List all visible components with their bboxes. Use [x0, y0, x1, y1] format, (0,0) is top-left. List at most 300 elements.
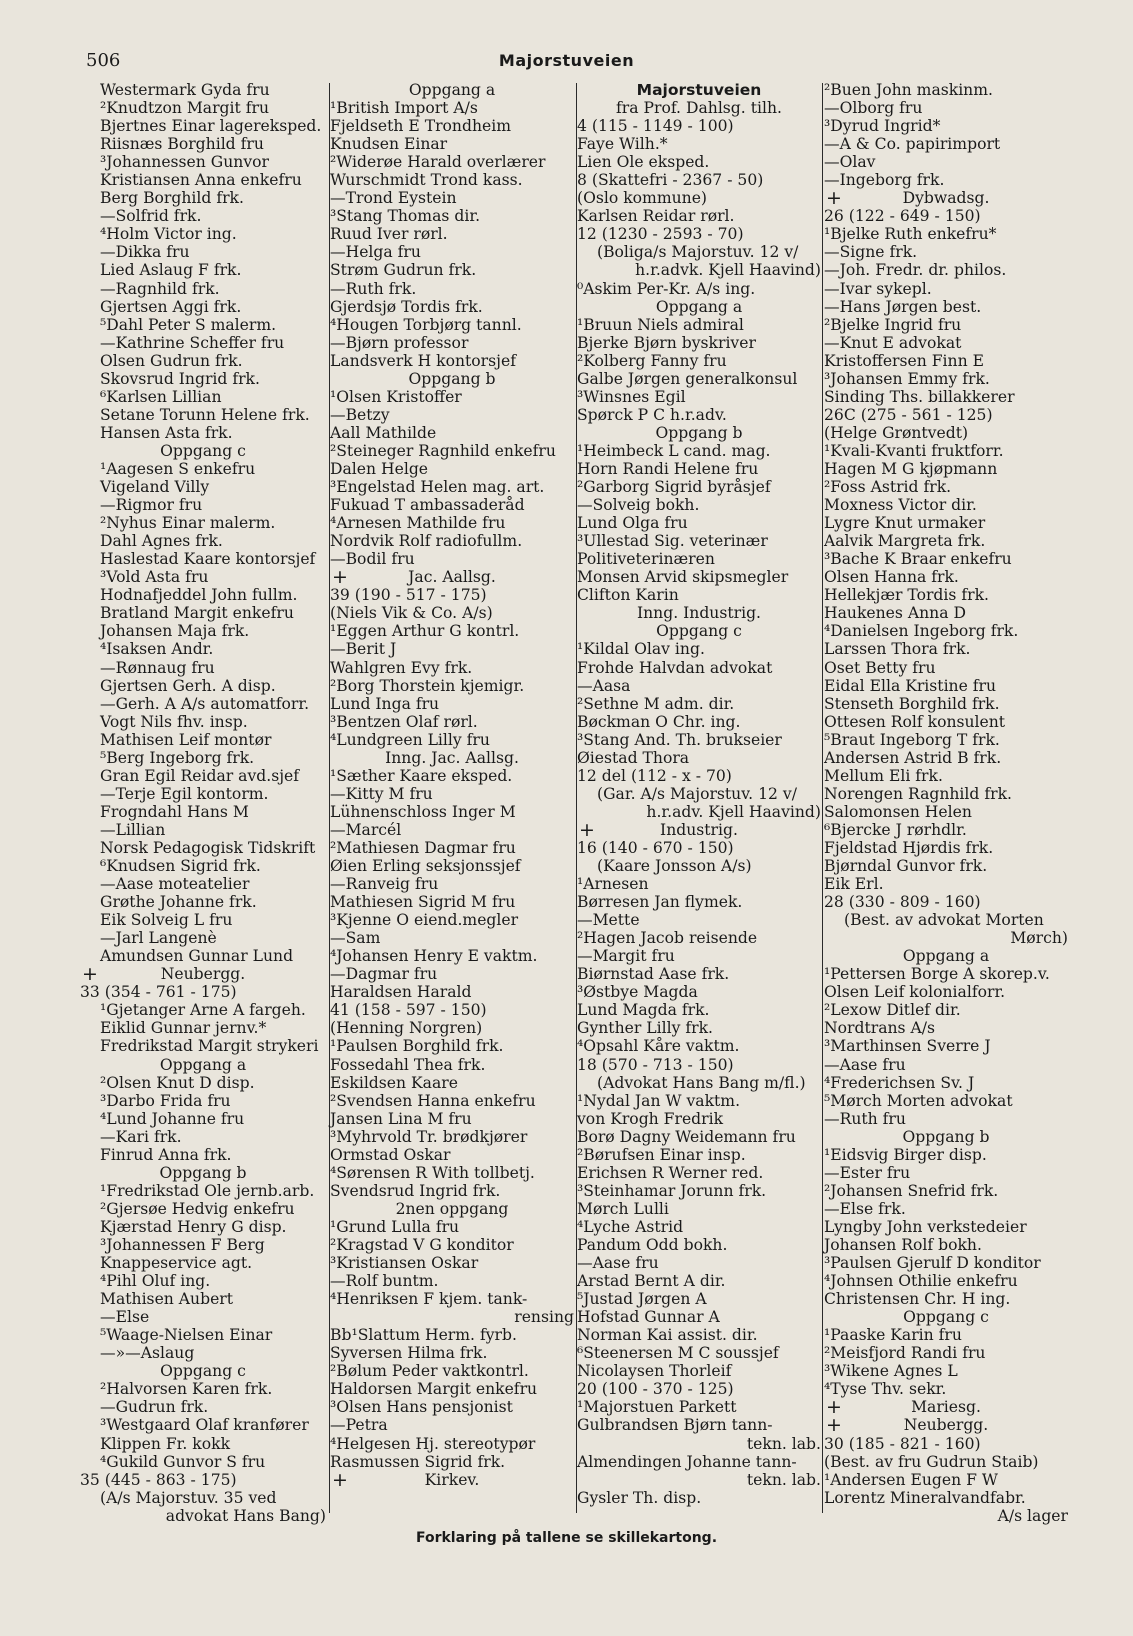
entry-text: —Mette: [577, 911, 640, 930]
directory-entry: [80, 1507, 326, 1525]
directory-entry: [80, 1110, 326, 1128]
entry-text: Westermark Gyda fru: [100, 81, 270, 99]
entry-text: —Hans Jørgen best.: [824, 297, 982, 316]
directory-entry: [577, 496, 821, 514]
directory-entry: [577, 388, 821, 406]
directory-entry: [330, 406, 574, 424]
entry-text: Mariesg.: [911, 1398, 981, 1417]
entry-text: Fredrikstad Margit strykeri: [100, 1037, 319, 1056]
entry-text: ⁶Steenersen M C soussjef: [577, 1344, 779, 1363]
directory-entry: [824, 677, 1068, 695]
entry-text: ⁴Tyse Thv. sekr.: [824, 1380, 947, 1399]
entry-text: Oppgang c: [903, 1308, 989, 1327]
entry-text: Haldorsen Margit enkefru: [330, 1380, 538, 1399]
directory-entry: [330, 929, 574, 947]
entry-text: ³Olsen Hans pensjonist: [330, 1398, 513, 1417]
directory-entry: [80, 1416, 326, 1434]
directory-entry: [577, 1308, 821, 1326]
entry-text: —Else frk.: [824, 1199, 906, 1218]
entry-text: —Ranveig fru: [330, 875, 439, 894]
entry-text: Dybwadsg.: [902, 189, 990, 208]
directory-entry: [80, 893, 326, 911]
entry-text: ³Dyrud Ingrid*: [824, 117, 941, 136]
entry-text: (A/s Majorstuv. 35 ved: [100, 1488, 277, 1507]
section-heading: [330, 749, 574, 767]
entry-text: Arstad Bernt A dir.: [577, 1272, 726, 1291]
entry-text: (Oslo kommune): [577, 189, 708, 208]
directory-column-3: [577, 81, 821, 1511]
directory-entry: [80, 334, 326, 352]
entry-text: Jac. Aallsg.: [408, 568, 496, 587]
entry-text: —Lillian: [100, 820, 166, 839]
directory-entry: [80, 99, 326, 117]
entry-text: Neubergg.: [903, 1416, 989, 1435]
directory-entry: [824, 1326, 1068, 1344]
entry-text: Oppgang a: [902, 947, 990, 966]
entry-text: Bjertnes Einar lagereksped.: [100, 117, 322, 136]
directory-entry: [330, 821, 574, 839]
directory-entry: [577, 261, 821, 279]
directory-entry: [824, 713, 1068, 731]
entry-text: Lygre Knut urmaker: [824, 514, 986, 533]
directory-entry: [80, 460, 326, 478]
directory-entry: [824, 929, 1068, 947]
directory-entry: [577, 532, 821, 550]
directory-entry: [824, 81, 1068, 99]
entry-text: Fukuad T ambassaderåd: [330, 496, 525, 515]
entry-text: ⁵Berg Ingeborg frk.: [100, 748, 255, 767]
entry-text: —Rolf buntm.: [330, 1272, 439, 1291]
directory-column-1: [80, 81, 326, 1525]
directory-entry: [577, 334, 821, 352]
directory-entry: [80, 875, 326, 893]
entry-text: Ottesen Rolf konsulent: [824, 712, 1006, 731]
section-heading: [80, 442, 326, 460]
directory-entry: [577, 1092, 821, 1110]
entry-text: 26C (275 - 561 - 125): [824, 405, 993, 424]
entry-text: —Ester fru: [824, 1163, 911, 1182]
directory-entry: [577, 695, 821, 713]
cross-street-icon: +: [82, 963, 98, 986]
directory-entry: [80, 1290, 326, 1308]
entry-text: Dahl Agnes frk.: [100, 532, 223, 551]
entry-text: ²Gjersøe Hedvig enkefru: [100, 1199, 295, 1218]
directory-entry: [577, 983, 821, 1001]
directory-entry: [80, 532, 326, 550]
directory-entry: [577, 171, 821, 189]
directory-entry: [80, 767, 326, 785]
entry-text: ²Olsen Knut D disp.: [100, 1073, 255, 1092]
section-heading: [330, 1468, 574, 1491]
entry-text: —Knut E advokat: [824, 333, 962, 352]
entry-text: ³Engelstad Helen mag. art.: [330, 478, 545, 497]
entry-text: Pandum Odd bokh.: [577, 1236, 728, 1254]
entry-text: ³Kristiansen Oskar: [330, 1254, 479, 1273]
directory-entry: [824, 695, 1068, 713]
entry-text: —Helga fru: [330, 243, 421, 262]
entry-text: Olsen Hanna frk.: [824, 568, 959, 587]
directory-entry: [80, 1146, 326, 1164]
directory-entry: [577, 731, 821, 749]
directory-entry: [80, 1074, 326, 1092]
directory-entry: [330, 695, 574, 713]
directory-entry: [577, 370, 821, 388]
entry-text: Norsk Pedagogisk Tidskrift: [100, 838, 316, 857]
entry-text: 28 (330 - 809 - 160): [824, 893, 981, 912]
entry-text: Stenseth Borghild frk.: [824, 694, 1000, 713]
directory-entry: [577, 1254, 821, 1272]
directory-entry: [80, 117, 326, 135]
entry-text: Salomonsen Helen: [824, 802, 972, 821]
directory-entry: [80, 1236, 326, 1254]
directory-entry: [330, 316, 574, 334]
section-heading: [80, 1164, 326, 1182]
entry-text: 41 (158 - 597 - 150): [330, 1001, 487, 1020]
directory-entry: [824, 1056, 1068, 1074]
entry-text: ⁴Opsahl Kåre vaktm.: [577, 1037, 740, 1056]
entry-text: Nicolaysen Thorleif: [577, 1362, 732, 1381]
entry-text: ²Widerøe Harald overlærer: [330, 153, 546, 172]
directory-entry: [824, 749, 1068, 767]
directory-entry: [330, 622, 574, 640]
entry-text: Horn Randi Helene fru: [577, 459, 759, 478]
directory-entry: [824, 1236, 1068, 1254]
directory-entry: [330, 857, 574, 875]
cross-street-icon: +: [332, 566, 348, 589]
entry-text: Karlsen Reidar rørl.: [577, 207, 735, 226]
directory-entry: [577, 640, 821, 658]
entry-text: Nordtrans A/s: [824, 1019, 936, 1038]
directory-entry: [577, 280, 821, 298]
section-heading: [330, 566, 574, 589]
entry-text: —Ragnhild frk.: [100, 279, 220, 298]
entry-text: ³Johansen Emmy frk.: [824, 369, 990, 388]
directory-entry: [330, 1435, 574, 1453]
directory-entry: [80, 749, 326, 767]
entry-text: —Dikka fru: [100, 243, 190, 262]
directory-entry: [824, 568, 1068, 586]
directory-entry: [824, 171, 1068, 189]
entry-text: —Kitty M fru: [330, 784, 433, 803]
entry-text: —Gudrun frk.: [100, 1398, 209, 1417]
entry-text: Politiveterinæren: [577, 550, 715, 569]
directory-entry: [330, 1308, 574, 1326]
directory-entry: [577, 442, 821, 460]
entry-text: —Sam: [330, 929, 381, 948]
entry-text: Vigeland Villy: [100, 478, 210, 497]
entry-text: ¹Gjetanger Arne A fargeh.: [100, 1001, 306, 1020]
entry-text: 4 (115 - 1149 - 100): [577, 117, 734, 136]
entry-text: Oppgang c: [656, 622, 742, 641]
directory-entry: [824, 460, 1068, 478]
entry-text: Mathiesen Sigrid M fru: [330, 893, 516, 912]
entry-text: Oppgang a: [655, 297, 743, 316]
entry-text: (Best. av advokat Morten: [844, 911, 1044, 930]
directory-entry: [80, 821, 326, 839]
directory-entry: [330, 1416, 574, 1434]
directory-entry: [330, 1362, 574, 1380]
directory-entry: [824, 1218, 1068, 1236]
entry-text: Gysler Th. disp.: [577, 1488, 702, 1507]
entry-text: 12 del (112 - x - 70): [577, 766, 732, 785]
entry-text: Fossedahl Thea frk.: [330, 1055, 486, 1074]
entry-text: ¹Pettersen Borge A skorep.v.: [824, 965, 1050, 984]
directory-entry: [80, 640, 326, 658]
section-heading: [330, 81, 574, 99]
entry-text: ⁴Lyche Astrid: [577, 1217, 684, 1236]
section-heading: [80, 1362, 326, 1380]
directory-entry: [824, 1037, 1068, 1055]
entry-text: Galbe Jørgen generalkonsul: [577, 369, 798, 388]
directory-entry: [80, 713, 326, 731]
entry-text: —Aase fru: [577, 1254, 659, 1273]
directory-entry: [577, 1362, 821, 1380]
directory-entry: [80, 1344, 326, 1362]
entry-text: ¹Sæther Kaare eksped.: [330, 766, 513, 785]
directory-entry: [577, 316, 821, 334]
directory-entry: [824, 153, 1068, 171]
directory-entry: [577, 1164, 821, 1182]
entry-text: 18 (570 - 713 - 150): [577, 1055, 734, 1074]
entry-text: Skovsrud Ingrid frk.: [100, 369, 260, 388]
entry-text: ³Wikene Agnes L: [824, 1362, 958, 1381]
entry-text: Haukenes Anna D: [824, 604, 966, 623]
entry-text: Wurschmidt Trond kass.: [330, 171, 523, 190]
entry-text: —Else: [100, 1308, 150, 1327]
directory-entry: [330, 1074, 574, 1092]
entry-text: —Ruth frk.: [330, 279, 417, 298]
entry-text: ¹Kildal Olav ing.: [577, 640, 705, 659]
entry-text: (Boliga/s Majorstuv. 12 v/: [597, 243, 799, 262]
entry-text: (Kaare Jonsson A/s): [597, 857, 752, 876]
entry-text: Vogt Nils fhv. insp.: [100, 712, 248, 731]
entry-text: tekn. lab.: [746, 1434, 821, 1453]
entry-text: Gynther Lilly frk.: [577, 1019, 713, 1038]
directory-column-2: [330, 81, 574, 1511]
entry-text: Oppgang b: [408, 369, 496, 388]
directory-entry: [80, 171, 326, 189]
cross-street-icon: +: [826, 187, 842, 210]
entry-text: Oppgang b: [902, 1127, 990, 1146]
entry-text: —Bjørn professor: [330, 333, 469, 352]
directory-entry: [824, 1362, 1068, 1380]
entry-text: ¹Bjelke Ruth enkefru*: [824, 225, 997, 244]
entry-text: Rasmussen Sigrid frk.: [330, 1452, 506, 1471]
entry-text: ²Steineger Ragnhild enkefru: [330, 441, 556, 460]
directory-entry: [330, 767, 574, 785]
entry-text: —Joh. Fredr. dr. philos.: [824, 261, 1007, 280]
section-heading: [577, 604, 821, 622]
entry-text: 12 (1230 - 2593 - 70): [577, 225, 744, 244]
entry-text: Gran Egil Reidar avd.sjef: [100, 766, 300, 785]
entry-text: ²Nyhus Einar malerm.: [100, 514, 276, 533]
directory-entry: [577, 1435, 821, 1453]
entry-text: Lien Ole eksped.: [577, 153, 710, 172]
directory-entry: [824, 586, 1068, 604]
entry-text: Bratland Margit enkefru: [100, 604, 294, 623]
directory-entry: [824, 965, 1068, 983]
entry-text: ³Østbye Magda: [577, 983, 698, 1002]
entry-text: 2nen oppgang: [395, 1199, 509, 1218]
directory-entry: [577, 117, 821, 135]
cross-street-icon: +: [332, 1468, 348, 1491]
directory-entry: [330, 424, 574, 442]
entry-text: h.r.advk. Kjell Haavind): [635, 261, 821, 280]
directory-entry: [577, 1001, 821, 1019]
directory-entry: [330, 785, 574, 803]
directory-entry: [330, 117, 574, 135]
entry-text: ⁴Arnesen Mathilde fru: [330, 514, 506, 533]
entry-text: Mathisen Leif montør: [100, 730, 272, 749]
directory-entry: [330, 1254, 574, 1272]
directory-entry: [80, 695, 326, 713]
entry-text: Olsen Leif kolonialforr.: [824, 983, 1006, 1002]
entry-text: von Krogh Fredrik: [577, 1109, 724, 1128]
directory-entry: [577, 911, 821, 929]
directory-entry: [330, 1092, 574, 1110]
directory-entry: [577, 153, 821, 171]
directory-entry: [824, 604, 1068, 622]
entry-text: Øiestad Thora: [577, 748, 690, 767]
directory-entry: [80, 947, 326, 965]
entry-text: Oppgang b: [159, 1163, 247, 1182]
entry-text: —Ruth fru: [824, 1109, 906, 1128]
directory-entry: [80, 243, 326, 261]
directory-column-4: [824, 81, 1068, 1525]
entry-text: 35 (445 - 863 - 175): [80, 1470, 237, 1489]
directory-entry: [330, 983, 574, 1001]
directory-entry: [330, 677, 574, 695]
directory-entry: [577, 857, 821, 875]
directory-entry: [577, 1326, 821, 1344]
directory-entry: [824, 478, 1068, 496]
entry-text: Moxness Victor dir.: [824, 496, 977, 515]
directory-entry: [577, 875, 821, 893]
entry-text: Faye Wilh.*: [577, 135, 668, 154]
entry-text: (Advokat Hans Bang m/fl.): [597, 1073, 806, 1092]
directory-entry: [824, 1507, 1068, 1525]
directory-entry: [80, 388, 326, 406]
directory-entry: [824, 243, 1068, 261]
directory-entry: [577, 1056, 821, 1074]
directory-entry: [577, 1074, 821, 1092]
directory-entry: [577, 243, 821, 261]
footer-note: Forklaring på tallene se skillekartong.: [415, 1530, 718, 1546]
directory-entry: [80, 406, 326, 424]
directory-entry: [577, 586, 821, 604]
directory-entry: [330, 280, 574, 298]
entry-text: Klippen Fr. kokk: [100, 1434, 231, 1453]
directory-entry: [824, 1182, 1068, 1200]
entry-text: Dalen Helge: [330, 459, 429, 478]
entry-text: ²Johansen Snefrid frk.: [824, 1181, 999, 1200]
entry-text: Strøm Gudrun frk.: [330, 261, 477, 280]
directory-entry: [577, 1416, 821, 1434]
directory-entry: [80, 586, 326, 604]
entry-text: Svendsrud Ingrid frk.: [330, 1181, 501, 1200]
directory-entry: [577, 225, 821, 243]
entry-text: 30 (185 - 821 - 160): [824, 1434, 981, 1453]
entry-text: ⁴Henriksen F kjem. tank-: [330, 1290, 528, 1309]
directory-entry: [824, 1453, 1068, 1471]
section-heading: [577, 99, 821, 117]
entry-text: Oset Betty fru: [824, 658, 936, 677]
entry-text: Grøthe Johanne frk.: [100, 893, 257, 912]
entry-text: Larssen Thora frk.: [824, 640, 971, 659]
directory-entry: [824, 1344, 1068, 1362]
entry-text: rensing: [514, 1308, 574, 1327]
entry-text: Børresen Jan flymek.: [577, 893, 743, 912]
entry-text: Hodnafjeddel John fullm.: [100, 586, 298, 605]
directory-entry: [824, 1092, 1068, 1110]
directory-entry: [80, 189, 326, 207]
entry-text: ²Lexow Ditlef dir.: [824, 1001, 961, 1020]
directory-entry: [824, 1164, 1068, 1182]
directory-entry: [80, 983, 326, 1001]
entry-text: ⁴Sørensen R With tollbetj.: [330, 1163, 535, 1182]
directory-entry: [577, 1200, 821, 1218]
directory-entry: [330, 171, 574, 189]
entry-text: —Kathrine Scheffer fru: [100, 333, 285, 352]
entry-text: 26 (122 - 649 - 150): [824, 207, 981, 226]
directory-entry: [330, 460, 574, 478]
directory-entry: [577, 1489, 821, 1507]
entry-text: —Solfrid frk.: [100, 207, 202, 226]
directory-entry: [824, 983, 1068, 1001]
entry-text: ¹Nydal Jan W vaktm.: [577, 1091, 741, 1110]
entry-text: ²Foss Astrid frk.: [824, 478, 952, 497]
entry-text: ⁴Holm Victor ing.: [100, 225, 237, 244]
entry-text: Mellum Eli frk.: [824, 766, 943, 785]
directory-entry: [577, 677, 821, 695]
directory-entry: [330, 1019, 574, 1037]
directory-entry: [824, 1001, 1068, 1019]
directory-entry: [577, 749, 821, 767]
directory-entry: [330, 1146, 574, 1164]
entry-text: ¹British Import A/s: [330, 99, 478, 118]
directory-entry: [330, 352, 574, 370]
entry-text: Eiklid Gunnar jernv.*: [100, 1019, 267, 1038]
directory-entry: [330, 604, 574, 622]
directory-entry: [577, 1290, 821, 1308]
directory-entry: [577, 767, 821, 785]
entry-text: ⁵Justad Jørgen A: [577, 1290, 707, 1309]
directory-entry: [80, 352, 326, 370]
entry-text: ²Meisfjord Randi fru: [824, 1344, 986, 1363]
directory-entry: [330, 1182, 574, 1200]
directory-entry: [330, 1290, 574, 1308]
directory-entry: [80, 1326, 326, 1344]
entry-text: ⁵Dahl Peter S malerm.: [100, 315, 277, 334]
directory-entry: [824, 406, 1068, 424]
entry-text: ³Bache K Braar enkefru: [824, 550, 1012, 569]
directory-entry: [330, 875, 574, 893]
entry-text: ²Mathiesen Dagmar fru: [330, 838, 516, 857]
directory-entry: [80, 677, 326, 695]
directory-entry: [577, 1380, 821, 1398]
directory-entry: [330, 1380, 574, 1398]
entry-text: Bjørndal Gunvor frk.: [824, 857, 988, 876]
directory-entry: [80, 659, 326, 677]
entry-text: (Niels Vik & Co. A/s): [330, 604, 493, 623]
entry-text: ¹Fredrikstad Ole jernb.arb.: [100, 1181, 315, 1200]
entry-text: —Petra: [330, 1416, 388, 1435]
entry-text: Lied Aslaug F frk.: [100, 261, 242, 280]
entry-text: Bb¹Slattum Herm. fyrb.: [330, 1326, 517, 1345]
directory-entry: [824, 1200, 1068, 1218]
directory-entry: [80, 514, 326, 532]
directory-entry: [824, 370, 1068, 388]
